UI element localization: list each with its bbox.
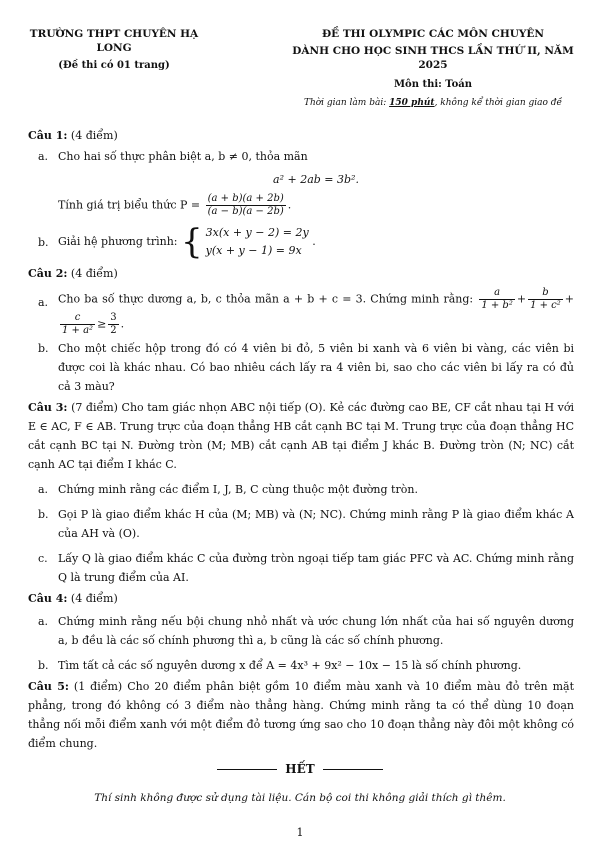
item-label: a. [38, 296, 49, 309]
time-value: 150 phút [389, 98, 435, 108]
fraction-3 [60, 312, 95, 337]
fraction-2 [528, 287, 563, 312]
geq-sign: ≥ [97, 317, 107, 331]
page-number: 1 [296, 826, 304, 839]
question-1a-text: Cho hai số thực phân biệt a, b ≠ 0, thỏa mãn [58, 150, 308, 163]
end-rule-left [217, 769, 277, 770]
question-3 [28, 398, 574, 474]
punctuation: . [120, 317, 125, 331]
question-1b-text: Giải hệ phương trình: [58, 235, 178, 248]
question-1b [28, 224, 574, 260]
question-2-title: Câu 2: [28, 267, 68, 280]
header-right [278, 27, 588, 110]
exam-time [278, 96, 588, 110]
question-3-title: Câu 3: [28, 401, 68, 414]
question-2a-text: Cho ba số thực dương a, b, c thỏa mãn a + b + c = 3. Chứng minh rằng: [58, 292, 474, 306]
fraction-denominator: 1 + c² [530, 300, 561, 311]
question-1a-text2: Tính giá trị biểu thức P = [58, 198, 201, 212]
fraction-numerator: 3 [110, 312, 117, 323]
question-2 [28, 264, 574, 283]
question-1-points: (4 điểm) [67, 129, 118, 142]
fraction-rhs [108, 312, 118, 337]
punctuation: . [312, 235, 316, 248]
question-3-intro: (7 điểm) Cho tam giác nhọn ABC nội tiếp (O). Kẻ các đường cao BE, CF cắt nhau tại H với E ∈ AC, F ∈ AB. Trung trực của đoạn thẳng HB cắt cạnh BC tại M. Trung trực của đoạn thẳng HC cắt cạnh BC tại N. Đường tròn (M; MB) cắt cạnh AB tại điểm J khác B. Đường tròn (N; NC) cắt cạnh AC tại điểm I khác C. [28, 401, 574, 471]
end-label: HẾT [285, 762, 315, 776]
item-label: b. [38, 342, 49, 355]
exam-subject: Môn thi: Toán [393, 79, 473, 90]
question-2a [28, 287, 574, 337]
question-1a-expression [58, 193, 574, 218]
item-label: a. [38, 483, 49, 496]
item-label: b. [38, 508, 49, 521]
exam-subtitle: DÀNH CHO HỌC SINH THCS LẦN THỨ II, NĂM 2025 [292, 45, 574, 71]
question-5-text: (1 điểm) Cho 20 điểm phân biệt gồm 10 điểm màu xanh và 10 điểm màu đỏ trên mặt phẳng, trong đó không có 3 điểm nào thẳng hàng. Chứng minh rằng ta có thể dùng 10 đoạn thẳng nối mỗi điểm xanh với một điểm đỏ tương ứng sao cho 10 đoạn thẳng này đôi một không có điểm chung. [28, 680, 574, 750]
question-2-points: (4 điểm) [67, 267, 118, 280]
fraction-denominator: 1 + a² [62, 325, 94, 336]
question-3a-text: Chứng minh rằng các điểm I, J, B, C cùng thuộc một đường tròn. [58, 483, 418, 496]
question-2b-text: Cho một chiếc hộp trong đó có 4 viên bi đỏ, 5 viên bi xanh và 6 viên bi vàng, các viên bi được coi là khác nhau. Có bao nhiêu cách lấy ra 4 viên bi, sao cho các viên bi lấy ra có đủ cả 3 màu? [58, 342, 574, 393]
question-3c [28, 549, 574, 587]
time-suffix: , không kể thời gian giao đề [434, 98, 563, 108]
item-label: c. [38, 552, 48, 565]
fraction-p [206, 193, 286, 218]
question-4a-text: Chứng minh rằng nếu bội chung nhỏ nhất và ước chung lớn nhất của hai số nguyên dương a, b đều là các số chính phương thì a, b cũng là các số chính phương. [58, 615, 574, 647]
question-3c-text: Lấy Q là giao điểm khác C của đường tròn ngoại tiếp tam giác PFC và AC. Chứng minh rằng Q là trung điểm của AI. [58, 552, 574, 584]
question-1-title: Câu 1: [28, 129, 68, 142]
item-label: b. [38, 659, 49, 672]
question-4-points: (4 điểm) [67, 592, 118, 605]
question-5 [28, 677, 574, 753]
question-3b [28, 505, 574, 543]
plus-sign: + [516, 292, 527, 306]
question-4b [28, 656, 574, 675]
question-4 [28, 589, 574, 608]
question-1 [28, 126, 574, 145]
equation-2: y(x + y − 1) = 9x [205, 244, 302, 257]
question-2b [28, 339, 574, 396]
fraction-denominator: 1 + b² [481, 300, 513, 311]
punctuation: . [287, 198, 292, 212]
fraction-numerator: a [479, 287, 515, 300]
end-mark [0, 762, 600, 776]
question-1a [28, 147, 574, 218]
fraction-numerator: b [528, 287, 563, 300]
pages-note: (Đề thi có 01 trang) [58, 60, 170, 71]
question-5-title: Câu 5: [28, 680, 69, 693]
fraction-denominator: (a − b)(a − 2b) [207, 206, 284, 217]
item-label: b. [38, 236, 49, 249]
question-1a-equation: a² + 2ab = 3b². [273, 173, 359, 186]
end-rule-right [323, 769, 383, 770]
exam-content [28, 126, 574, 753]
time-prefix: Thời gian làm bài: [303, 98, 390, 108]
fraction-numerator: (a + b)(a + 2b) [207, 193, 284, 204]
question-3a [28, 480, 574, 499]
plus-sign: + [564, 292, 574, 306]
item-label: a. [38, 615, 49, 628]
footer-note: Thí sinh không được sử dụng tài liệu. Cán bộ coi thi không giải thích gì thêm. [94, 792, 506, 804]
fraction-denominator: 2 [110, 325, 117, 336]
question-4a [28, 612, 574, 650]
item-label: a. [38, 150, 49, 163]
equation-system [181, 224, 309, 260]
header-left [14, 27, 214, 73]
question-4-title: Câu 4: [28, 592, 68, 605]
exam-title: ĐỀ THI OLYMPIC CÁC MÔN CHUYÊN [321, 28, 544, 40]
brace-icon: { [181, 222, 203, 262]
question-4b-text: Tìm tất cả các số nguyên dương x để A = 4x³ + 9x² − 10x − 15 là số chính phương. [58, 659, 522, 672]
school-name: TRƯỜNG THPT CHUYÊN HẠ LONG [29, 28, 199, 54]
question-3b-text: Gọi P là giao điểm khác H của (M; MB) và (N; NC). Chứng minh rằng P là giao điểm khác A của AH và (O). [58, 508, 574, 540]
equation-1: 3x(x + y − 2) = 2y [205, 226, 309, 239]
fraction-1 [479, 287, 515, 312]
fraction-numerator: c [60, 312, 95, 325]
